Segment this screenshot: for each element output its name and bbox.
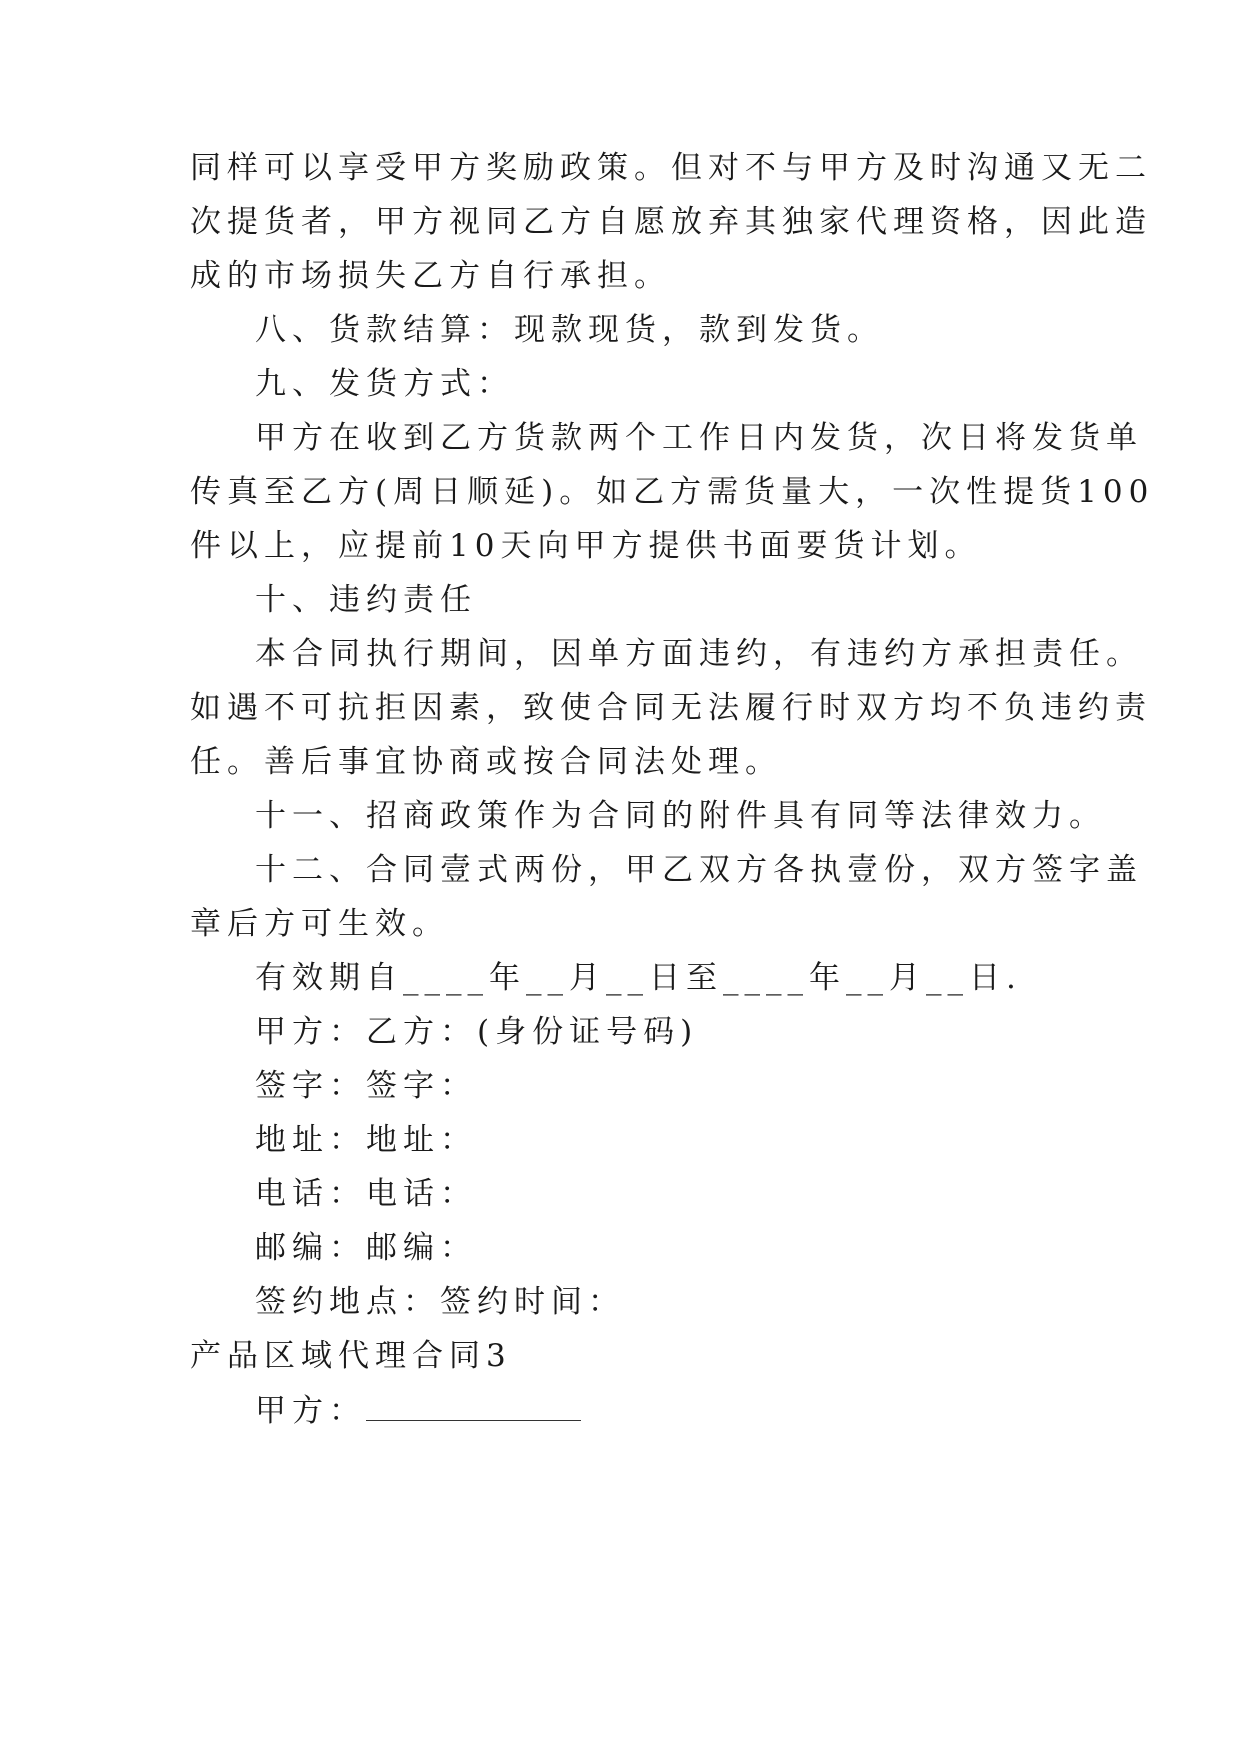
clause-8: 八、货款结算：现款现货，款到发货。 xyxy=(255,312,884,348)
signature-line: 签字：签字： xyxy=(255,1068,477,1104)
clause-11: 十一、招商政策作为合同的附件具有同等法律效力。 xyxy=(255,798,1106,834)
paragraph-line: 如遇不可抗拒因素，致使合同无法履行时双方均不负违约责 xyxy=(190,690,1152,726)
paragraph-line: 同样可以享受甲方奖励政策。但对不与甲方及时沟通又无二 xyxy=(190,150,1152,186)
paragraph-line: 章后方可生效。 xyxy=(190,906,449,942)
paragraph-line: 件以上，应提前10天向甲方提供书面要货计划。 xyxy=(190,528,982,564)
paragraph-line: 传真至乙方(周日顺延)。如乙方需货量大，一次性提货100 xyxy=(190,474,1155,510)
paragraph-line: 任。善后事宜协商或按合同法处理。 xyxy=(190,744,782,780)
party-a-line xyxy=(255,1390,581,1431)
party-a-label: 甲方： xyxy=(255,1393,366,1429)
paragraph-line: 甲方在收到乙方货款两个工作日内发货，次日将发货单 xyxy=(255,420,1143,456)
phone-line: 电话：电话： xyxy=(255,1176,477,1212)
paragraph-line: 次提货者，甲方视同乙方自愿放弃其独家代理资格，因此造 xyxy=(190,204,1152,240)
clause-12: 十二、合同壹式两份，甲乙双方各执壹份，双方签字盖 xyxy=(255,852,1143,888)
party-a-blank xyxy=(366,1390,581,1421)
paragraph-line: 本合同执行期间，因单方面违约，有违约方承担责任。 xyxy=(255,636,1143,672)
clause-9-heading: 九、发货方式： xyxy=(255,366,514,402)
signing-place-time: 签约地点：签约时间： xyxy=(255,1284,625,1320)
validity-period: 有效期自____年__月__日至____年__月__日. xyxy=(255,960,1022,996)
address-line: 地址：地址： xyxy=(255,1122,477,1158)
party-line: 甲方：乙方：(身份证号码) xyxy=(255,1014,699,1050)
section-title: 产品区域代理合同3 xyxy=(190,1338,512,1374)
paragraph-line: 成的市场损失乙方自行承担。 xyxy=(190,258,671,294)
postcode-line: 邮编：邮编： xyxy=(255,1230,477,1266)
clause-10-heading: 十、违约责任 xyxy=(255,582,477,618)
